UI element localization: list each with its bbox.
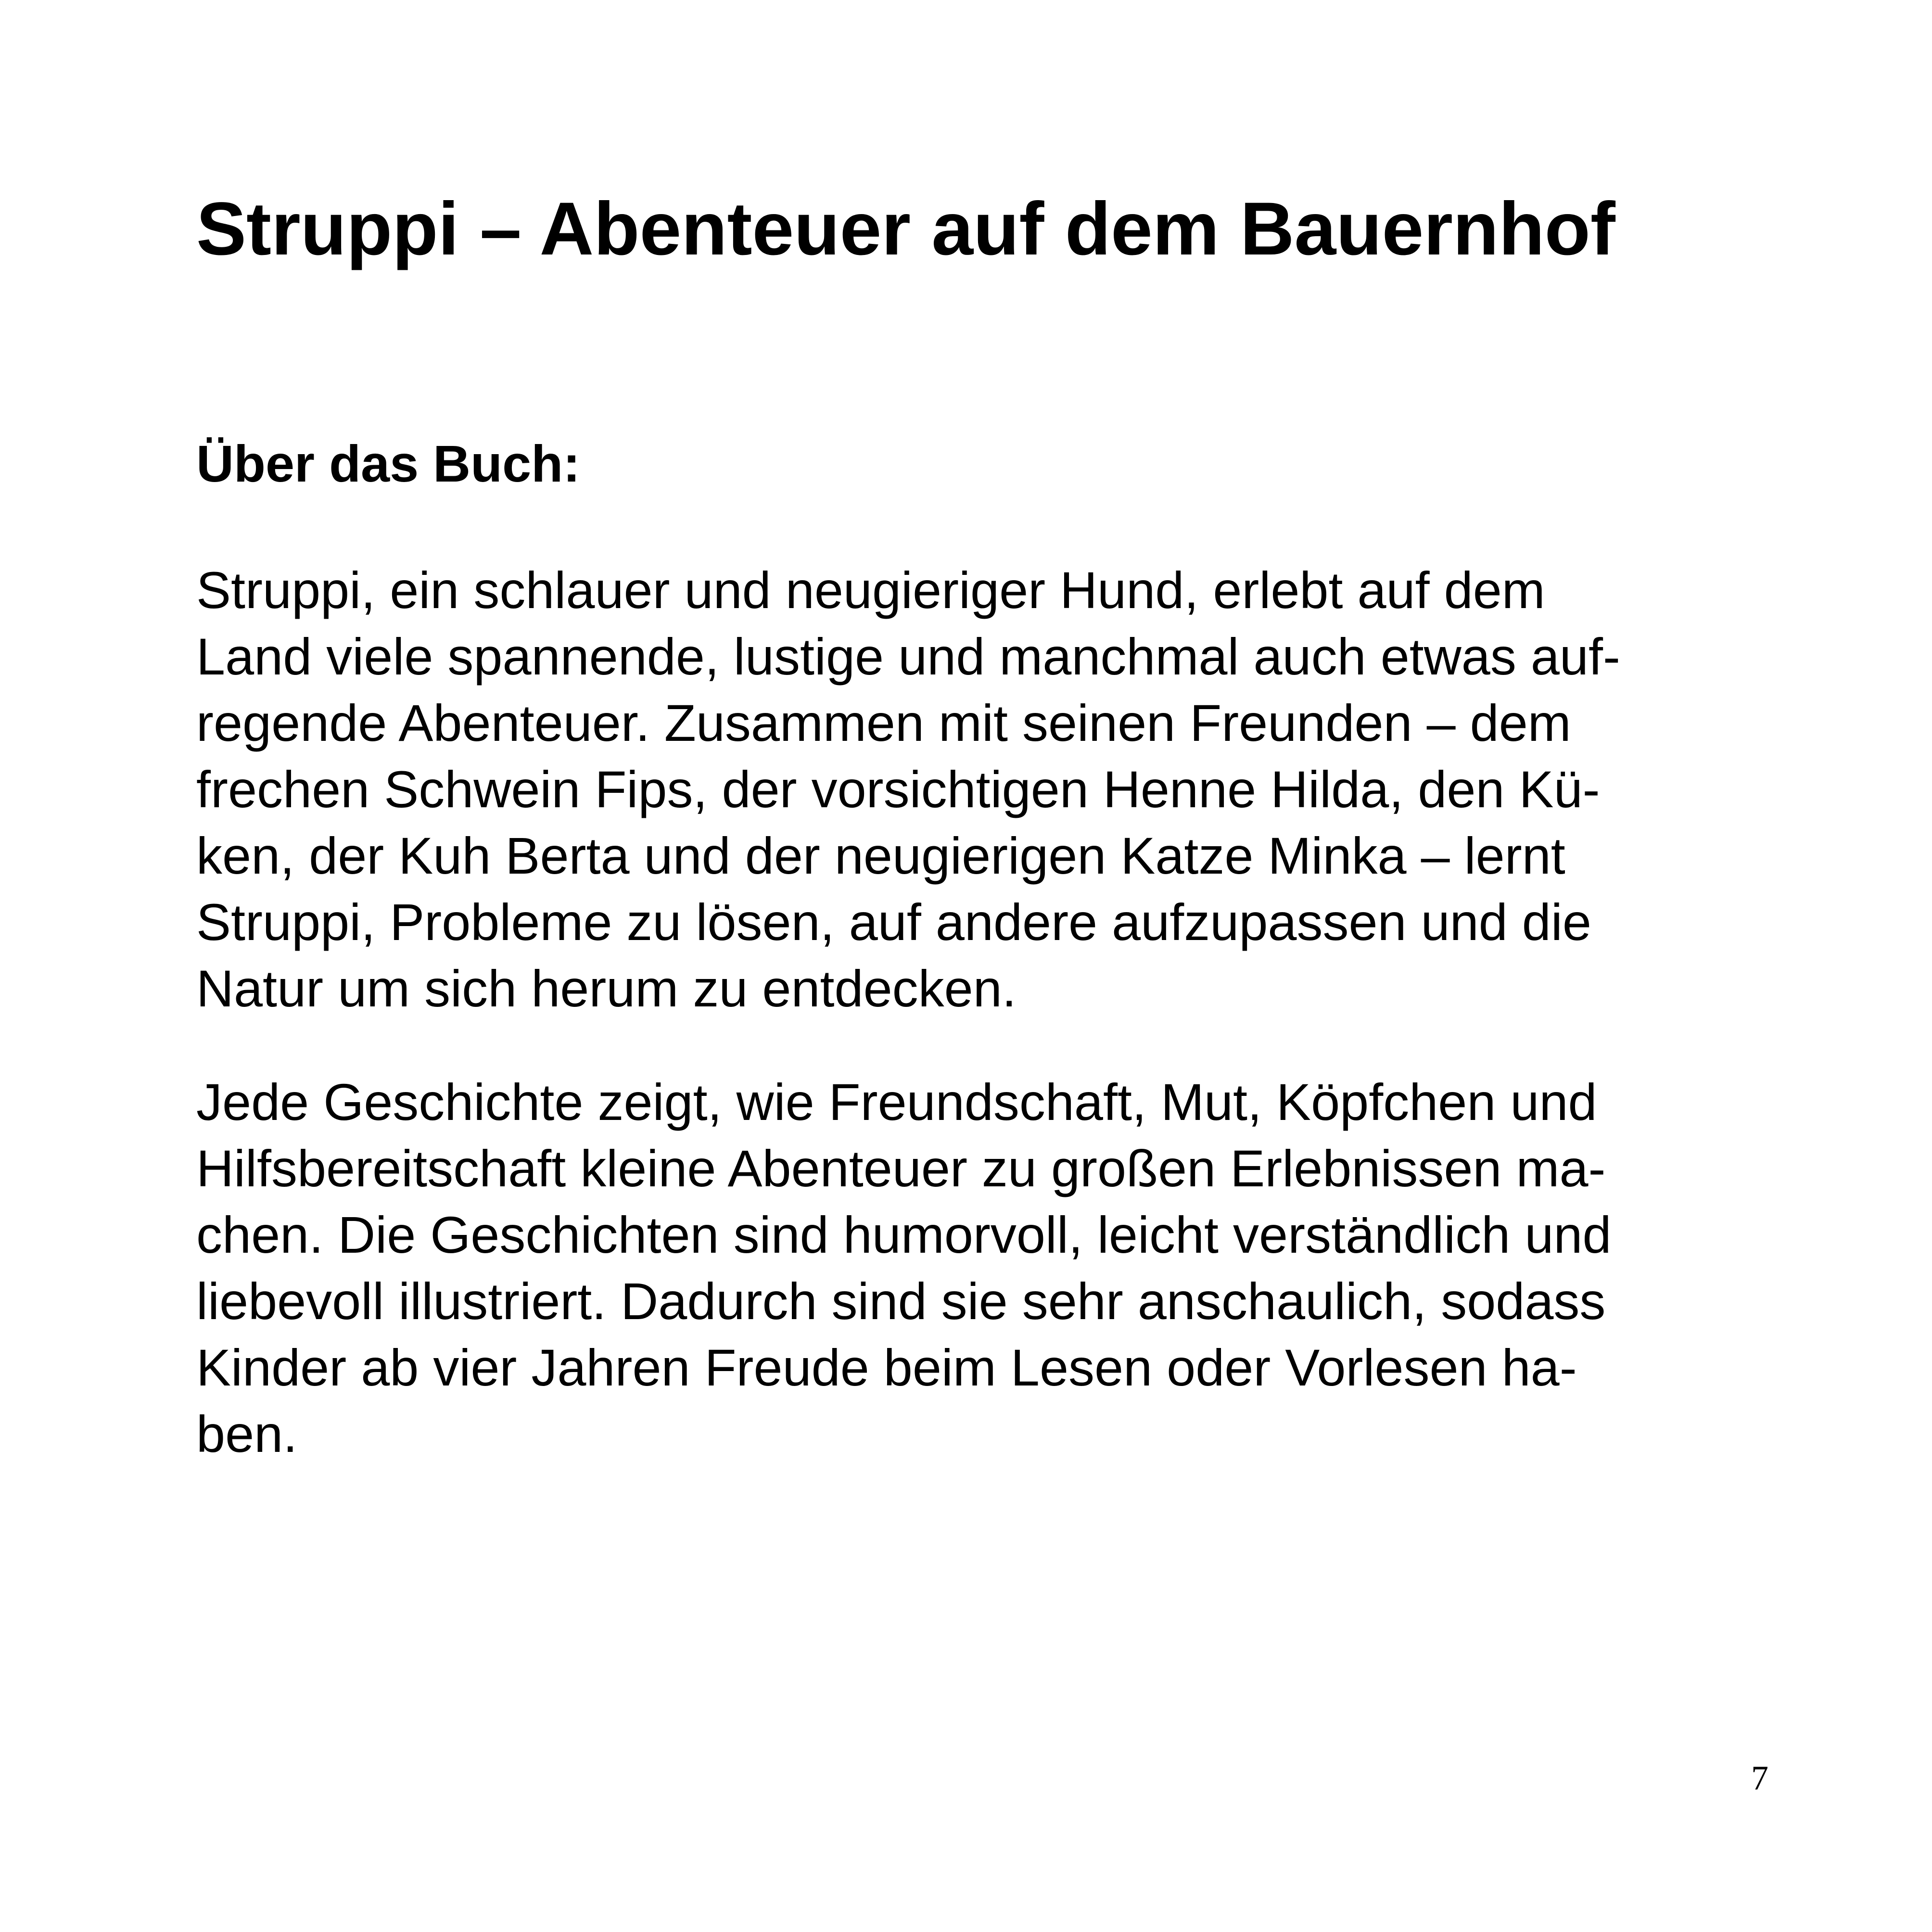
paragraph-line: liebevoll illustriert. Dadurch sind sie sehr anschaulich, sodass <box>196 1272 1606 1330</box>
paragraph-line: regende Abenteuer. Zusammen mit seinen Freunden – dem <box>196 694 1571 752</box>
paragraph-line: ken, der Kuh Berta und der neugierigen Katze Minka – lernt <box>196 826 1565 885</box>
paragraph-line: Struppi, Probleme zu lösen, auf andere aufzupassen und die <box>196 893 1591 951</box>
paragraph-line: ben. <box>196 1405 298 1463</box>
paragraph-stories-summary <box>196 1069 1612 1467</box>
page-number: 7 <box>1751 1759 1768 1797</box>
paragraph-line: Struppi, ein schlauer und neugieriger Hund, erlebt auf dem <box>196 561 1545 619</box>
paragraph-line: Jede Geschichte zeigt, wie Freundschaft, Mut, Köpfchen und <box>196 1073 1597 1131</box>
paragraph-line: Natur um sich herum zu entdecken. <box>196 959 1017 1017</box>
paragraph-book-description <box>196 557 1620 1022</box>
section-heading: Über das Buch: <box>196 434 581 493</box>
page-title: Struppi – Abenteuer auf dem Bauernhof <box>196 187 1615 271</box>
paragraph-line: chen. Die Geschichten sind humorvoll, leicht verständlich und <box>196 1206 1612 1264</box>
paragraph-line: Hilfsbereitschaft kleine Abenteuer zu großen Erlebnissen ma- <box>196 1139 1606 1197</box>
paragraph-line: frechen Schwein Fips, der vorsichtigen Henne Hilda, den Kü- <box>196 760 1600 818</box>
paragraph-line: Land viele spannende, lustige und manchmal auch etwas auf- <box>196 627 1620 686</box>
paragraph-line: Kinder ab vier Jahren Freude beim Lesen oder Vorlesen ha- <box>196 1338 1577 1397</box>
